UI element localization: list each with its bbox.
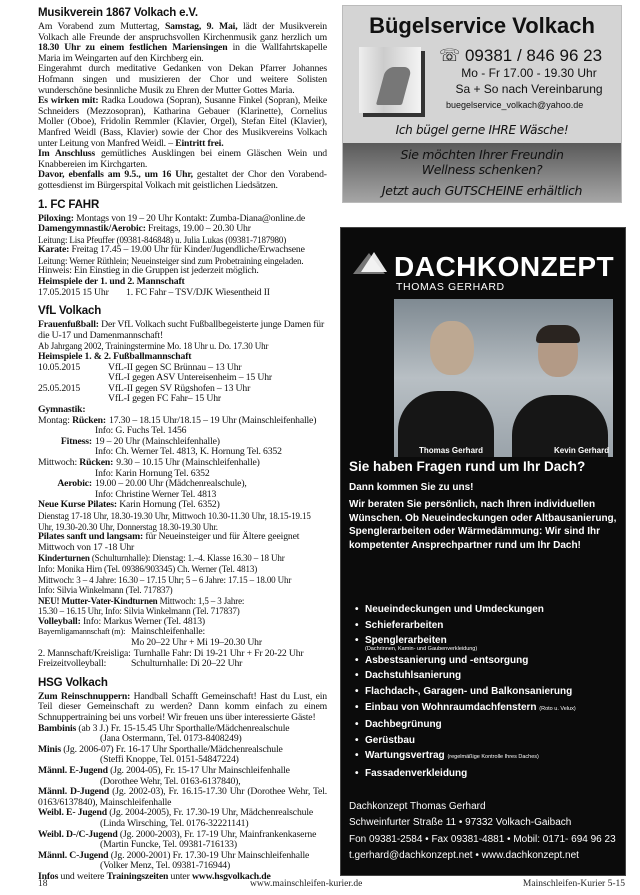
text-run: VfL-I gegen FC Fahr– 15 Uhr xyxy=(108,393,221,405)
row-cell xyxy=(38,627,131,638)
section xyxy=(38,304,327,670)
service-label: Neueindeckungen und Umdeckungen xyxy=(365,604,544,615)
text-run: Leitung: Werner Rüthlein; Neueinsteiger sind zum Probetraining eingeladen. xyxy=(38,255,304,266)
ad-weekend: Sa + So nach Vereinbarung xyxy=(455,82,603,96)
text-run: Mittwoch: 3 – 4 Jahre: 16.30 – 17.15 Uhr; 5 – 6 Jahre: 17.15 – 18.00 Uhr xyxy=(38,574,292,585)
bold-text: Eintritt frei. xyxy=(175,137,224,149)
service-item xyxy=(355,733,576,749)
service-label: Spenglerarbeiten xyxy=(365,635,447,647)
text-run: Karin Hornung (Tel. 6352) xyxy=(116,499,220,511)
bold-text: Infos xyxy=(38,870,59,882)
row-cell xyxy=(38,479,95,490)
text-run: Mittwoch: 1,5 – 3 Jahre: xyxy=(157,595,245,606)
text-run: 1. FC Fahr – TSV/DJK Wiesentheid II xyxy=(126,286,270,298)
text-run: Schulturnhalle: Di 20–22 Uhr xyxy=(131,658,243,670)
text-run: (Schulturnhalle): Dienstag: 1.–4. Klasse 16.30 – 18 Uhr xyxy=(89,553,285,564)
contact-web[interactable]: t.gerhard@dachkonzept.net • www.dachkonzept.net xyxy=(349,849,579,861)
bold-text: Piloxing: xyxy=(38,212,74,224)
service-item xyxy=(355,618,576,634)
text-run: gemütliches Ausklingen bei einem Gläschen Wein und Knabbereien im Kirchgarten. xyxy=(38,148,327,170)
ad-voucher: Jetzt auch GUTSCHEINE erhältlich xyxy=(381,183,583,198)
bold-text: Weibl. E- Jugend xyxy=(38,807,107,819)
text-run: Der VfL Volkach sucht Fußballbegeisterte junge Damen für die U-17 und Damenmannschaft! xyxy=(38,319,325,341)
ad-title: Bügelservice Volkach xyxy=(369,13,595,38)
paragraph xyxy=(38,787,327,808)
text-run: VfL-II gegen SC Brünnau – 13 Uhr xyxy=(108,361,242,373)
row-cell xyxy=(38,288,126,299)
schedule-row xyxy=(38,659,327,670)
ad-question: Sie haben Fragen rund um Ihr Dach? xyxy=(349,459,586,474)
text-run: 2. Mannschaft/Kreisliga: xyxy=(38,647,131,659)
bold-text: Rücken: xyxy=(72,414,106,426)
text-run: Mittwoch: xyxy=(38,456,80,468)
service-label: Dachstuhlsanierung xyxy=(365,670,462,682)
text-run: und weitere xyxy=(58,870,107,882)
service-item xyxy=(355,633,576,652)
text-run[interactable]: Montags von 19 – 20 Uhr Kontakt: Zumba-Diana@online.de xyxy=(73,212,306,224)
ad-dachkonzept xyxy=(340,227,626,876)
bold-text: Karate: xyxy=(38,244,70,256)
text-run: 9.30 – 10.15 Uhr (Mainschleifenhalle) xyxy=(116,456,260,468)
bold-text: Pilates sanft und langsam: xyxy=(38,531,144,543)
text-run: 10.05.2015 xyxy=(38,361,81,373)
brand-sub: THOMAS GERHARD xyxy=(396,281,505,293)
bold-text: Männl. E-Jugend xyxy=(38,765,108,776)
service-item xyxy=(355,700,576,718)
text-run: (Jg. 2004-05), Fr. 15-17 Uhr Mainschleifenhalle xyxy=(107,765,290,776)
paragraph xyxy=(38,532,327,553)
text-run: gestaltet der Chor den Vorabendgottesdienst im Bürgerspital Volkach mit geistlichen Liedsätzen. xyxy=(38,169,327,191)
service-label: Fassadenverkleidung xyxy=(365,767,468,779)
service-label: Gerüstbau xyxy=(365,734,416,746)
service-label: Dachbegrünung xyxy=(365,719,442,731)
bold-text: Im Anschluss xyxy=(38,148,96,160)
bold-text: Weibl. D-/C-Jugend xyxy=(38,828,118,840)
text-run: 19 – 20 Uhr (Mainschleifenhalle) xyxy=(95,435,220,447)
section xyxy=(38,676,327,883)
paragraph xyxy=(38,692,327,724)
section-title: Musikverein 1867 Volkach e.V. xyxy=(38,7,198,19)
service-item xyxy=(355,684,576,700)
service-label: Wartungsvertrag xyxy=(365,750,445,762)
service-item xyxy=(355,766,576,782)
row-cell xyxy=(38,363,108,374)
bold-text: Bambinis xyxy=(38,722,77,734)
text-run: Info: Monika Hirn (Tel. 09386/903345) Ch. Werner (Tel. 4813) xyxy=(38,563,258,574)
text-run: Montag: xyxy=(38,414,73,426)
service-item xyxy=(355,668,576,684)
ad-email[interactable]: buegelservice_volkach@yahoo.de xyxy=(446,100,584,110)
paragraph xyxy=(38,553,327,564)
bold-text: 18.30 Uhr zu einem festlichen Mariensingen xyxy=(38,42,228,54)
text-run: Hinweis: Ein Einstieg in die Gruppen ist jederzeit möglich. xyxy=(38,265,259,277)
service-label: Einbau von Wohnraumdachfenstern xyxy=(365,701,537,713)
paragraph xyxy=(38,575,327,586)
paragraph xyxy=(38,245,327,256)
text-run: Info: Silvia Winkelmann (Tel. 717837) xyxy=(38,585,173,596)
service-item xyxy=(355,717,576,733)
section xyxy=(38,198,327,299)
section-title: 1. FC FAHR xyxy=(38,198,100,211)
iron-icon xyxy=(359,47,421,113)
ad-intro: Wir beraten Sie persönlich, nach Ihren individuellen Wünschen. Ob Neueindeckungen oder Altbausanierung, Spenglerarbeiten oder Wärmedämmung: Wir sind Ihr kompetenter Ansprechpartner rund um Ihr Dach! xyxy=(349,499,617,551)
text-run: (Jg. 2006-07) Fr. 16-17 Uhr Sporthalle/Mädchenrealschule xyxy=(60,743,283,755)
text-run: Bayernligamannschaft (m): xyxy=(38,627,126,637)
text-run: Dienstag 17-18 Uhr, 18.30-19.30 Uhr, Mittwoch 10.30-11.30 Uhr, 18.15-19.15 Uhr, 19.30-20.30 Uhr, Donnerstag 18.30-19.30 Uhr. xyxy=(38,510,311,532)
text-run: Turnhalle Fahr: Di 19-21 Uhr + Fr 20-22 Uhr xyxy=(133,647,304,659)
row-cell xyxy=(108,394,327,405)
bold-text: NEU! Mutter-Vater-Kindturnen xyxy=(38,595,158,606)
bold-text: Damengymnastik/Aerobic: xyxy=(38,223,146,235)
bold-text: Aerobic: xyxy=(57,478,92,490)
bold-text: Männl. D-Jugend xyxy=(38,786,110,798)
text-run: Leitung: Lisa Pfeuffer (09381-846848) u. Julia Lukas (09381-7187980) xyxy=(38,234,287,245)
paragraph xyxy=(38,96,327,149)
text-run: (ab 3 J.) Fr. 15-15.45 Uhr Sporthalle/Mädchenrealschule xyxy=(76,722,290,734)
text-run: (Linda Wirsching, Tel. 0176-32221141) xyxy=(100,817,249,829)
ad-wellness: Sie möchten Ihrer Freundin Wellness schenken? xyxy=(400,147,564,177)
text-run: Ab Jahrgang 2002, Trainingstermine Mo. 18 Uhr u. Do. 17.30 Uhr xyxy=(38,341,269,352)
text-run: 17.30 – 18.15 Uhr/18.15 – 19 Uhr (Mainschleifenhalle) xyxy=(109,414,317,426)
page-footer xyxy=(38,879,625,891)
section xyxy=(38,6,327,192)
contact-phones: Fon 09381-2584 • Fax 09381-4881 • Mobil: 0171- 694 96 23 xyxy=(349,833,616,845)
bold-text: Volleyball: xyxy=(38,615,81,627)
ad-slogan: Ich bügel gerne IHRE Wäsche! xyxy=(395,123,569,137)
brand-name: DACHKONZEPT xyxy=(394,251,615,282)
text-run: lädt der Musikverein Volkach alle Freunde der anspruchsvollen Kirchenmusik ganz herzlich um xyxy=(38,21,327,43)
text-run: Info: Markus Werner (Tel. 4813) xyxy=(80,615,205,627)
service-item xyxy=(355,602,576,618)
row-cell xyxy=(38,384,108,395)
text-run: unter xyxy=(168,870,192,882)
service-item xyxy=(355,653,576,669)
text-run: Mo 20–22 Uhr + Mi 19–20.30 Uhr xyxy=(131,637,262,649)
service-note: (regelmäßige Kontrolle Ihres Daches) xyxy=(447,754,539,761)
bold-text: Rücken: xyxy=(79,456,114,468)
bold-text: Davor, ebenfalls am 9.5., um 16 Uhr, xyxy=(38,169,193,181)
person2-caption: Kevin Gerhard xyxy=(554,446,610,455)
text-run: (Martin Funcke, Tel. 09381-716133) xyxy=(100,839,237,851)
contact-block xyxy=(349,799,616,864)
bold-text: Männl. C-Jugend xyxy=(38,849,109,861)
text-run: (Jg. 2000-2001) Fr. 17.30-19 Uhr Mainschleifenhalle xyxy=(108,849,310,861)
ad-buegelservice xyxy=(342,5,622,203)
text-run: (Jg. 2000-2003), Fr. 17-19 Uhr, Mainfrankenkaserne xyxy=(117,828,317,840)
paragraph xyxy=(38,64,327,96)
section-title: HSG Volkach xyxy=(38,676,108,689)
issue-label: Mainschleifen-Kurier 5-15 xyxy=(522,879,625,889)
bold-text: Neue Kurse Pilates: xyxy=(38,499,117,511)
text-run: Handball Schafft Gemeinschaft! Hast du Lust, ein Teil dieser Gemeinschaft zu werden? Dann komm einfach zu einem Schnuppertraining bei uns vorbei! Wir freuen uns über interessierte Gäste! xyxy=(38,690,327,724)
bold-text: Gymnastik: xyxy=(38,404,86,415)
text-run: VfL-I gegen ASV Untereisenheim – 15 Uhr xyxy=(108,372,273,384)
bold-text: Minis xyxy=(38,743,61,755)
schedule-row xyxy=(38,288,327,299)
text-run: Freizeitvolleyball: xyxy=(38,658,107,670)
text-run: Mainschleifenhalle: xyxy=(131,626,206,638)
row-cell xyxy=(126,288,327,299)
ad-invite: Dann kommen Sie zu uns! xyxy=(349,482,474,493)
paragraph xyxy=(38,564,327,575)
person1-caption: Thomas Gerhard xyxy=(419,446,484,455)
bold-text: Zum Reinschnuppern: xyxy=(38,690,131,702)
bold-text: Trainingszeiten xyxy=(106,870,169,882)
text-run: 15.30 – 16.15 Uhr, Info: Silvia Winkelmann (Tel. 717837) xyxy=(38,606,240,617)
text-run: Info: Christine Werner Tel. 4813 xyxy=(95,488,217,500)
bold-text: Heimspiele der 1. und 2. Mannschaft xyxy=(38,276,185,288)
row-cell xyxy=(38,659,131,670)
text-run: (Jg. 2002-03), Fr. 16.15-17.30 Uhr (Dorothee Wehr, Tel. 0163/6137840), Mainschleifenhalle xyxy=(38,786,328,808)
text-run: Info: G. Fuchs Tel. 1456 xyxy=(95,425,187,437)
paragraph xyxy=(38,22,327,64)
bold-text: Kinderturnen xyxy=(38,553,90,564)
bold-text[interactable]: www.hsgvolkach.de xyxy=(191,870,271,882)
text-run: Freitag 17.45 – 19.00 Uhr für Kinder/Jugendliche/Erwachsene xyxy=(69,244,305,256)
text-run: VfL-II gegen SV Rügshofen – 13 Uhr xyxy=(108,382,251,394)
article-column xyxy=(38,6,327,889)
paragraph xyxy=(38,224,327,235)
contact-company: Dachkonzept Thomas Gerhard xyxy=(349,801,486,812)
paragraph xyxy=(38,170,327,191)
text-run: für Neueinsteiger und für Ältere geeignet Mittwoch von 17 -18 Uhr xyxy=(38,531,300,553)
text-run: Info: Karin Hornung Tel. 6352 xyxy=(95,467,210,479)
text-run: (Dorothee Wehr, Tel. 0163-6137840), xyxy=(100,775,241,787)
paragraph xyxy=(38,500,327,511)
service-label: Asbestsanierung und -entsorgung xyxy=(365,654,529,666)
owners-photo xyxy=(394,299,613,457)
text-run: (Jana Ostermann, Tel. 0173-8408249) xyxy=(100,733,242,745)
bold-text: Samstag, 9. Mai, xyxy=(164,21,238,32)
text-run: in die Wallfahrtskapelle Maria im Weingarten auf den Kirchberg ein. xyxy=(38,42,327,64)
contact-address: Schweinfurter Straße 11 • 97332 Volkach-Gaibach xyxy=(349,817,572,829)
services-list xyxy=(355,602,576,782)
text-run: Info: Ch. Werner Tel. 4813, K. Hornung Tel. 6352 xyxy=(95,446,282,458)
paragraph xyxy=(38,596,327,607)
bold-text: Frauenfußball: xyxy=(38,319,99,331)
bold-text: Fitness: xyxy=(60,435,92,447)
service-note: (Dachrinnen, Kamin- und Gaubenverkleidung) xyxy=(365,645,478,652)
text-run: Freitags, 19.00 – 20.30 Uhr xyxy=(145,223,251,235)
text-run: Radka Loudowa (Sopran), Susanne Finkel (Sopran), Meike Schneiders (Mezzosopran), Katharina Gebauer (Klarinette), Cornelius Moller (Oboe), Fridolin Remmler (Klavier, Orgel), Stefan Eitel (Klavier), Manfred Weidl (Bass, Klavier) sowie der Chor des Musikvereins Volkach unter Leitung von Manfred Weidl. – xyxy=(38,95,327,149)
logo-triangle-outline-icon xyxy=(361,252,387,272)
service-item xyxy=(355,748,576,766)
text-run: Am Vorabend zum Muttertag, xyxy=(38,21,165,32)
text-run: 19.00 – 20.00 Uhr (Mädchenrealschule), xyxy=(95,478,247,490)
text-run: (Steffi Knoppe, Tel. 0151-54847224) xyxy=(100,754,239,766)
paragraph xyxy=(38,149,327,170)
service-note: (Roto u. Velux) xyxy=(539,705,576,712)
ad-phone: ☏ 09381 / 846 96 23 xyxy=(439,46,603,65)
page-number: 18 xyxy=(38,879,48,889)
paragraph xyxy=(38,511,327,532)
text-run: (Jg. 2004-2005), Fr. 17.30-19 Uhr, Mädchenrealschule xyxy=(106,807,314,819)
text-run: Eingerahmt durch meditative Gedanken von Dekan Pfarrer Johannes Hofmann singen und musizieren der Chor und weitere Solisten wunderschöne besinnliche Musik zu Ehren der Mutter Gottes Maria. xyxy=(38,63,327,96)
row-cell xyxy=(131,659,327,670)
service-label: Schieferarbeiten xyxy=(365,619,444,631)
paragraph xyxy=(38,320,327,341)
ad-hours: Mo - Fr 17.00 - 19.30 Uhr xyxy=(461,66,597,80)
text-run: 17.05.2015 15 Uhr xyxy=(38,286,109,298)
row-cell xyxy=(38,437,95,448)
service-label: Flachdach-, Garagen- und Balkonsanierung xyxy=(365,685,573,697)
paragraph xyxy=(38,585,327,596)
section-title: VfL Volkach xyxy=(38,305,102,318)
bold-text: Heimspiele 1. & 2. Fußballmannschaft xyxy=(38,351,192,363)
text-run: 25.05.2015 xyxy=(38,382,81,394)
bold-text: Es wirken mit: xyxy=(38,95,99,107)
footer-url[interactable]: www.mainschleifen-kurier.de xyxy=(250,879,363,889)
text-run: (Volker Menz, Tel. 09381-716944) xyxy=(100,860,231,872)
